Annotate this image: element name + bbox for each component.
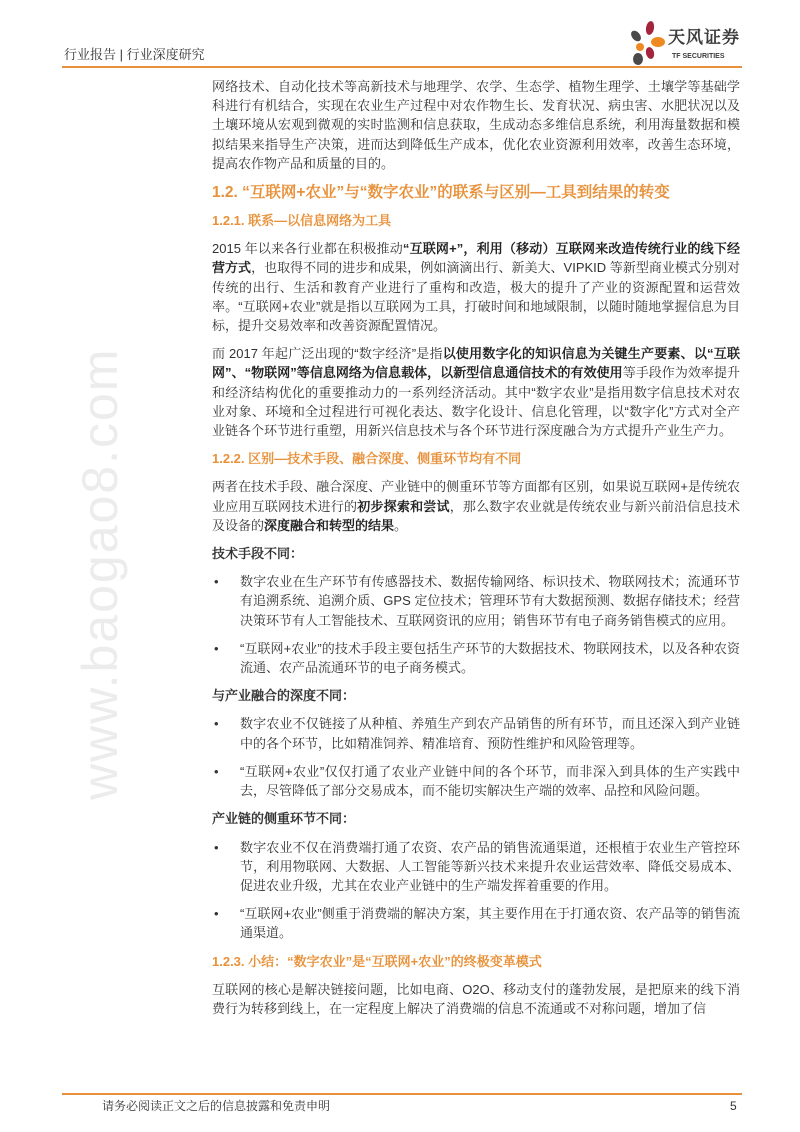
document-body [212, 77, 740, 1027]
bullet-list [212, 838, 740, 943]
bold-text: 初步探索和尝试 [357, 498, 450, 514]
subsection-heading: 1.2.1. 联系—以信息网络为工具 [212, 213, 392, 229]
watermark: www.baogao8.com [72, 347, 128, 800]
paragraph [212, 239, 740, 335]
list-item: • 数字农业不仅在消费端打通了农资、农产品的销售流通渠道，还根植于农业生产管控环节，利用物联网、大数据、人工智能等新兴技术来提升农业运营效率、降低交易成本、促进农业升级，尤其在农业产业链中的生产端发挥着重要的作用。 [212, 838, 740, 896]
text-run: 而 2017 年起广泛出现的“数字经济”是指 [212, 346, 443, 362]
list-item: • “互联网+农业”侧重于消费端的解决方案，其主要作用在于打通农资、农产品等的销售流通渠道。 [212, 904, 740, 942]
paragraph [212, 477, 740, 535]
text-run: 网络技术、自动化技术等高新技术与地理学、农学、生态学、植物生理学、土壤学等基础学科进行有机结合，实现在农业生产过程中对农作物生长、发育状况、病虫害、水肥状况以及土壤环境从宏观到微观的实时监测和信息获取，生成动态多维信息系统，利用海量数据和模拟结果来指导生产决策，进而达到降低生产成本，优化农业资源利用效率，改善生态环境，提高农作物产品和质量的目的。 [212, 79, 740, 171]
text-run: 等手段作为效率提升和经济结构优化的重要推动力的一系列经济活动。其中“数字农业”是指用数字信息技术对农业对象、环境和全过程进行可视化表达、数字化设计、信息化管理，以“数字化”方式对全产业链各个环节进行重塑，用新兴信息技术与各个环节进行深度融合为方式提升产业生产力。 [212, 365, 740, 439]
logo-name: 天风证券 [668, 28, 740, 47]
list-item: • 数字农业不仅链接了从种植、养殖生产到农产品销售的所有环节，而且还深入到产业链中的各个环节，比如精准饲养、精准培育、预防性维护和风险管理等。 [212, 714, 740, 752]
company-logo [628, 20, 742, 66]
report-category: 行业报告 | 行业深度研究 [64, 47, 205, 62]
text-run: 。 [394, 517, 408, 533]
point-heading: 产业链的侧重环节不同： [212, 811, 356, 827]
bold-text: 以使用数字化的知识信息为关键生产要素、以“互联网”、“物联网”等信息网络为信息载体，以新型信息通信技术的有效使用 [212, 346, 740, 381]
text-run: 互联网的核心是解决链接问题，比如电商、O2O、移动支付的蓬勃发展，是把原来的线下消费行为转移到线上，在一定程度上解决了消费端的信息不流通或不对称问题，增加了信 [212, 981, 740, 1016]
bold-text: 深度融合和转型的结果 [264, 517, 395, 533]
bullet-list [212, 714, 740, 800]
list-item: • “互联网+农业”的技术手段主要包括生产环节的大数据技术、物联网技术，以及各种农资流通、农产品流通环节的电子商务模式。 [212, 639, 740, 677]
subsection-heading: 1.2.2. 区别—技术手段、融合深度、侧重环节均有不同 [212, 451, 522, 467]
footer-disclaimer: 请务必阅读正文之后的信息披露和免责申明 [102, 1099, 331, 1113]
subsection-heading: 1.2.3. 小结：“数字农业”是“互联网+农业”的终极变革模式 [212, 953, 542, 969]
bullet-list [212, 572, 740, 677]
logo-subtitle: TF SECURITIES [672, 53, 725, 60]
paragraph [212, 344, 740, 440]
section-heading: 1.2. “互联网+农业”与“数字农业”的联系与区别—工具到结果的转变 [212, 184, 670, 202]
paragraph [212, 980, 740, 1018]
text-run: 2015 年以来各行业都在积极推动 [212, 241, 403, 257]
list-item: • 数字农业在生产环节有传感器技术、数据传输网络、标识技术、物联网技术；流通环节有追溯系统、追溯介质、GPS 定位技术；管理环节有大数据预测、数据存储技术；经营决策环节有人工智能技术、互联网资讯的应用；销售环节有电子商务销售模式的应用。 [212, 572, 740, 630]
footer-divider [62, 1093, 742, 1095]
logo-petals-icon [628, 20, 668, 66]
list-item: • “互联网+农业”仅仅打通了农业产业链中间的各个环节，而非深入到具体的生产实践中去，尽管降低了部分交易成本，而不能切实解决生产端的效率、品控和风险问题。 [212, 762, 740, 800]
page-number: 5 [730, 1099, 737, 1113]
header-divider [62, 66, 742, 68]
text-run: ，也取得不同的进步和成果，例如滴滴出行、新美大、VIPKID 等新型商业模式分别对传统的出行、生活和教育产业进行了重构和改造，极大的提升了产业的资源配置和运营效率。“互联网+农业”就是指以互联网为工具，打破时间和地域限制，以随时随地掌握信息为目标，提升交易效率和改善资源配置情况。 [212, 260, 740, 334]
bold-text: “互联网+”，利用（移动）互联网来改造传统行业的线下经营方式 [212, 241, 740, 276]
point-heading: 与产业融合的深度不同： [212, 688, 356, 704]
text-run: 两者在技术手段、融合深度、产业链中的侧重环节等方面都有区别，如果说互联网+是传统农业应用互联网技术进行的 [212, 479, 740, 514]
text-run: ，那么数字农业就是传统农业与新兴前沿信息技术及设备的 [212, 498, 740, 533]
paragraph [212, 77, 740, 173]
point-heading: 技术手段不同： [212, 546, 304, 562]
